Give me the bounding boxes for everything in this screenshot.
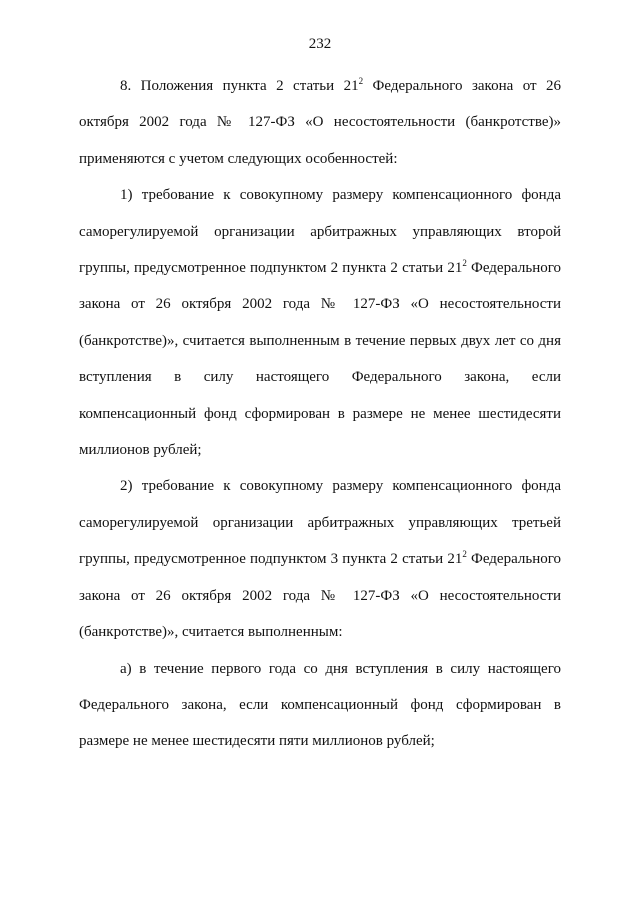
text-line: (банкротстве)», считается выполненным в течение первых двух лет со дня [79, 332, 561, 349]
text-line: саморегулируемой организации арбитражных управляющих третьей [79, 514, 561, 531]
text-fragment: группы, предусмотренное подпунктом 3 пункта 2 статьи 21 [79, 551, 463, 568]
paragraph-subitem-a [79, 651, 561, 760]
paragraph-8 [79, 68, 561, 177]
superscript: 2 [462, 549, 467, 560]
text-line: закона от 26 октября 2002 года № 127-ФЗ «О несостоятельности [79, 587, 561, 604]
text-line: вступления в силу настоящего Федерального закона, если [79, 369, 561, 386]
text-fragment: Федерального [466, 260, 562, 277]
text-line: размере не менее шестидесяти пяти миллионов рублей; [79, 733, 435, 750]
text-line: а) в течение первого года со дня вступления в силу настоящего [120, 660, 561, 677]
superscript: 2 [358, 76, 364, 86]
text-line: закона от 26 октября 2002 года № 127-ФЗ «О несостоятельности [79, 296, 561, 313]
text-line [79, 541, 561, 577]
text-fragment: Федерального закона от 26 [363, 78, 561, 94]
superscript: 2 [462, 258, 467, 269]
text-line: (банкротстве)», считается выполненным: [79, 624, 343, 641]
text-line: миллионов рублей; [79, 442, 202, 459]
text-fragment: группы, предусмотренное подпунктом 2 пункта 2 статьи 21 [79, 260, 463, 277]
page-number: 232 [308, 36, 332, 52]
text-line: октября 2002 года № 127-ФЗ «О несостоятельности (банкротстве)» [79, 114, 561, 131]
text-line: применяются с учетом следующих особенностей: [79, 150, 398, 167]
text-line: 1) требование к совокупному размеру компенсационного фонда [120, 187, 561, 204]
text-line: компенсационный фонд сформирован в размере не менее шестидесяти [79, 405, 561, 422]
paragraph-item-1 [79, 177, 561, 468]
text-line: Федерального закона, если компенсационный фонд сформирован в [79, 696, 561, 713]
text-line [79, 68, 561, 104]
text-fragment: 8. Положения пункта 2 статьи 21 [120, 78, 359, 94]
paragraph-item-2 [79, 468, 561, 650]
text-line: 2) требование к совокупному размеру компенсационного фонда [120, 478, 561, 495]
text-line: саморегулируемой организации арбитражных управляющих второй [79, 223, 561, 240]
text-fragment: Федерального [466, 551, 562, 568]
document-body [79, 68, 561, 760]
text-line [79, 250, 561, 286]
